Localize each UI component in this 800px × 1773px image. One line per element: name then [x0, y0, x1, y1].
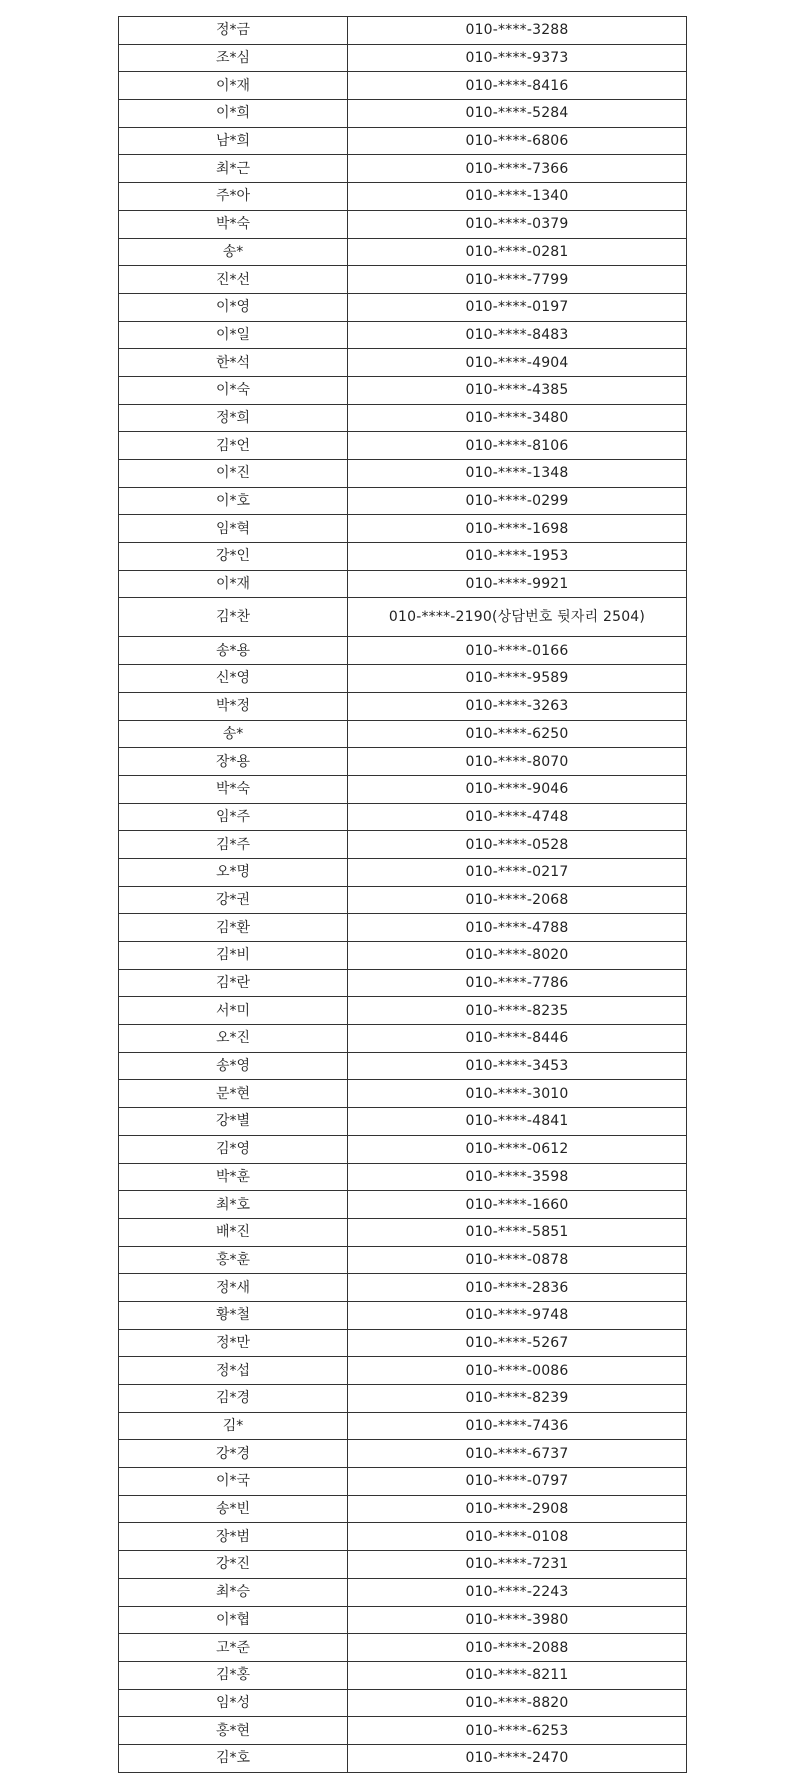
- name-cell: 서*미: [119, 997, 348, 1025]
- phone-cell: 010-****-1698: [348, 515, 687, 543]
- name-cell: 황*철: [119, 1301, 348, 1329]
- name-cell: 김*주: [119, 831, 348, 859]
- table-row: [119, 720, 687, 748]
- table-row: [119, 1634, 687, 1662]
- phone-cell: 010-****-9589: [348, 665, 687, 693]
- phone-cell: 010-****-7436: [348, 1412, 687, 1440]
- name-cell: 임*혁: [119, 515, 348, 543]
- table-row: [119, 487, 687, 515]
- phone-cell: 010-****-4788: [348, 914, 687, 942]
- table-row: [119, 1744, 687, 1772]
- table-row: [119, 692, 687, 720]
- name-cell: 이*협: [119, 1606, 348, 1634]
- name-cell: 김*비: [119, 942, 348, 970]
- phone-cell: 010-****-2470: [348, 1744, 687, 1772]
- phone-cell: 010-****-3263: [348, 692, 687, 720]
- winner-table-body: [119, 17, 687, 1773]
- name-cell: 강*권: [119, 886, 348, 914]
- name-cell: 김*란: [119, 969, 348, 997]
- name-cell: 김*호: [119, 1744, 348, 1772]
- table-row: [119, 831, 687, 859]
- name-cell: 박*훈: [119, 1163, 348, 1191]
- table-row: [119, 238, 687, 266]
- phone-cell: 010-****-3980: [348, 1606, 687, 1634]
- name-cell: 강*별: [119, 1108, 348, 1136]
- table-row: [119, 460, 687, 488]
- table-row: [119, 1301, 687, 1329]
- name-cell: 박*숙: [119, 775, 348, 803]
- winner-table: [118, 16, 687, 1773]
- phone-cell: 010-****-2243: [348, 1578, 687, 1606]
- name-cell: 최*호: [119, 1191, 348, 1219]
- name-cell: 이*숙: [119, 376, 348, 404]
- name-cell: 한*석: [119, 349, 348, 377]
- table-row: [119, 1218, 687, 1246]
- table-row: [119, 349, 687, 377]
- phone-cell: 010-****-5267: [348, 1329, 687, 1357]
- table-row: [119, 942, 687, 970]
- name-cell: 문*현: [119, 1080, 348, 1108]
- name-cell: 박*정: [119, 692, 348, 720]
- phone-cell: 010-****-1348: [348, 460, 687, 488]
- phone-cell: 010-****-6253: [348, 1717, 687, 1745]
- phone-cell: 010-****-6250: [348, 720, 687, 748]
- phone-cell: 010-****-3598: [348, 1163, 687, 1191]
- phone-cell: 010-****-0797: [348, 1468, 687, 1496]
- phone-cell: 010-****-4904: [348, 349, 687, 377]
- table-row: [119, 321, 687, 349]
- table-row: [119, 100, 687, 128]
- name-cell: 홍*훈: [119, 1246, 348, 1274]
- name-cell: 김*환: [119, 914, 348, 942]
- table-row: [119, 665, 687, 693]
- table-row: [119, 914, 687, 942]
- phone-cell: 010-****-0217: [348, 858, 687, 886]
- table-row: [119, 598, 687, 637]
- table-row: [119, 570, 687, 598]
- phone-cell: 010-****-6737: [348, 1440, 687, 1468]
- phone-cell: 010-****-6806: [348, 127, 687, 155]
- name-cell: 김*언: [119, 432, 348, 460]
- phone-cell: 010-****-1953: [348, 543, 687, 571]
- table-row: [119, 1468, 687, 1496]
- phone-cell: 010-****-1340: [348, 183, 687, 211]
- name-cell: 정*금: [119, 17, 348, 45]
- phone-cell: 010-****-5284: [348, 100, 687, 128]
- phone-cell: 010-****-3288: [348, 17, 687, 45]
- phone-cell: 010-****-9046: [348, 775, 687, 803]
- table-row: [119, 127, 687, 155]
- name-cell: 강*인: [119, 543, 348, 571]
- name-cell: 장*범: [119, 1523, 348, 1551]
- phone-cell: 010-****-8020: [348, 942, 687, 970]
- name-cell: 박*숙: [119, 210, 348, 238]
- phone-cell: 010-****-2190(상담번호 뒷자리 2504): [348, 598, 687, 637]
- table-row: [119, 1108, 687, 1136]
- name-cell: 신*영: [119, 665, 348, 693]
- name-cell: 고*준: [119, 1634, 348, 1662]
- phone-cell: 010-****-7799: [348, 266, 687, 294]
- phone-cell: 010-****-8239: [348, 1385, 687, 1413]
- table-row: [119, 1135, 687, 1163]
- name-cell: 최*근: [119, 155, 348, 183]
- table-row: [119, 1246, 687, 1274]
- name-cell: 강*진: [119, 1551, 348, 1579]
- name-cell: 임*성: [119, 1689, 348, 1717]
- name-cell: 배*진: [119, 1218, 348, 1246]
- name-cell: 오*진: [119, 1025, 348, 1053]
- table-row: [119, 748, 687, 776]
- phone-cell: 010-****-8820: [348, 1689, 687, 1717]
- phone-cell: 010-****-1660: [348, 1191, 687, 1219]
- table-row: [119, 1717, 687, 1745]
- name-cell: 주*아: [119, 183, 348, 211]
- table-row: [119, 543, 687, 571]
- name-cell: 이*재: [119, 570, 348, 598]
- name-cell: 홍*현: [119, 1717, 348, 1745]
- table-row: [119, 1689, 687, 1717]
- phone-cell: 010-****-4841: [348, 1108, 687, 1136]
- name-cell: 김*홍: [119, 1661, 348, 1689]
- table-row: [119, 1052, 687, 1080]
- phone-cell: 010-****-7786: [348, 969, 687, 997]
- table-row: [119, 858, 687, 886]
- table-row: [119, 886, 687, 914]
- phone-cell: 010-****-0379: [348, 210, 687, 238]
- table-row: [119, 404, 687, 432]
- name-cell: 정*희: [119, 404, 348, 432]
- name-cell: 이*호: [119, 487, 348, 515]
- name-cell: 임*주: [119, 803, 348, 831]
- name-cell: 장*용: [119, 748, 348, 776]
- name-cell: 오*명: [119, 858, 348, 886]
- phone-cell: 010-****-2068: [348, 886, 687, 914]
- name-cell: 송*: [119, 238, 348, 266]
- name-cell: 이*국: [119, 1468, 348, 1496]
- phone-cell: 010-****-0299: [348, 487, 687, 515]
- phone-cell: 010-****-8483: [348, 321, 687, 349]
- table-row: [119, 969, 687, 997]
- name-cell: 정*만: [119, 1329, 348, 1357]
- name-cell: 최*승: [119, 1578, 348, 1606]
- phone-cell: 010-****-8211: [348, 1661, 687, 1689]
- phone-cell: 010-****-4748: [348, 803, 687, 831]
- phone-cell: 010-****-8416: [348, 72, 687, 100]
- table-row: [119, 1191, 687, 1219]
- table-row: [119, 803, 687, 831]
- phone-cell: 010-****-0197: [348, 293, 687, 321]
- phone-cell: 010-****-2088: [348, 1634, 687, 1662]
- table-row: [119, 1080, 687, 1108]
- phone-cell: 010-****-0281: [348, 238, 687, 266]
- table-row: [119, 1578, 687, 1606]
- table-row: [119, 1412, 687, 1440]
- name-cell: 조*심: [119, 44, 348, 72]
- name-cell: 이*희: [119, 100, 348, 128]
- phone-cell: 010-****-3480: [348, 404, 687, 432]
- name-cell: 송*빈: [119, 1495, 348, 1523]
- table-row: [119, 44, 687, 72]
- phone-cell: 010-****-8106: [348, 432, 687, 460]
- phone-cell: 010-****-8070: [348, 748, 687, 776]
- name-cell: 이*일: [119, 321, 348, 349]
- table-row: [119, 1661, 687, 1689]
- table-row: [119, 515, 687, 543]
- phone-cell: 010-****-3010: [348, 1080, 687, 1108]
- name-cell: 남*희: [119, 127, 348, 155]
- phone-cell: 010-****-2908: [348, 1495, 687, 1523]
- table-row: [119, 210, 687, 238]
- phone-cell: 010-****-0086: [348, 1357, 687, 1385]
- table-row: [119, 1523, 687, 1551]
- name-cell: 이*진: [119, 460, 348, 488]
- name-cell: 강*경: [119, 1440, 348, 1468]
- phone-cell: 010-****-8446: [348, 1025, 687, 1053]
- table-row: [119, 1329, 687, 1357]
- name-cell: 진*선: [119, 266, 348, 294]
- phone-cell: 010-****-3453: [348, 1052, 687, 1080]
- table-row: [119, 1551, 687, 1579]
- table-row: [119, 1440, 687, 1468]
- name-cell: 송*영: [119, 1052, 348, 1080]
- phone-cell: 010-****-8235: [348, 997, 687, 1025]
- table-row: [119, 1163, 687, 1191]
- name-cell: 이*영: [119, 293, 348, 321]
- phone-cell: 010-****-9373: [348, 44, 687, 72]
- table-row: [119, 1025, 687, 1053]
- name-cell: 정*새: [119, 1274, 348, 1302]
- phone-cell: 010-****-0108: [348, 1523, 687, 1551]
- table-row: [119, 17, 687, 45]
- table-row: [119, 1385, 687, 1413]
- table-row: [119, 637, 687, 665]
- phone-cell: 010-****-0612: [348, 1135, 687, 1163]
- table-row: [119, 293, 687, 321]
- table-row: [119, 72, 687, 100]
- name-cell: 송*용: [119, 637, 348, 665]
- name-cell: 정*섭: [119, 1357, 348, 1385]
- roster-sheet: [118, 16, 684, 1773]
- table-row: [119, 183, 687, 211]
- table-row: [119, 376, 687, 404]
- name-cell: 김*영: [119, 1135, 348, 1163]
- table-row: [119, 997, 687, 1025]
- name-cell: 김*경: [119, 1385, 348, 1413]
- table-row: [119, 1606, 687, 1634]
- table-row: [119, 1357, 687, 1385]
- phone-cell: 010-****-4385: [348, 376, 687, 404]
- phone-cell: 010-****-2836: [348, 1274, 687, 1302]
- name-cell: 김*찬: [119, 598, 348, 637]
- phone-cell: 010-****-7231: [348, 1551, 687, 1579]
- name-cell: 김*: [119, 1412, 348, 1440]
- phone-cell: 010-****-0528: [348, 831, 687, 859]
- phone-cell: 010-****-0878: [348, 1246, 687, 1274]
- phone-cell: 010-****-9748: [348, 1301, 687, 1329]
- table-row: [119, 266, 687, 294]
- table-row: [119, 1495, 687, 1523]
- phone-cell: 010-****-0166: [348, 637, 687, 665]
- phone-cell: 010-****-7366: [348, 155, 687, 183]
- table-row: [119, 155, 687, 183]
- table-row: [119, 1274, 687, 1302]
- table-row: [119, 432, 687, 460]
- name-cell: 이*재: [119, 72, 348, 100]
- table-row: [119, 775, 687, 803]
- phone-cell: 010-****-5851: [348, 1218, 687, 1246]
- phone-cell: 010-****-9921: [348, 570, 687, 598]
- name-cell: 송*: [119, 720, 348, 748]
